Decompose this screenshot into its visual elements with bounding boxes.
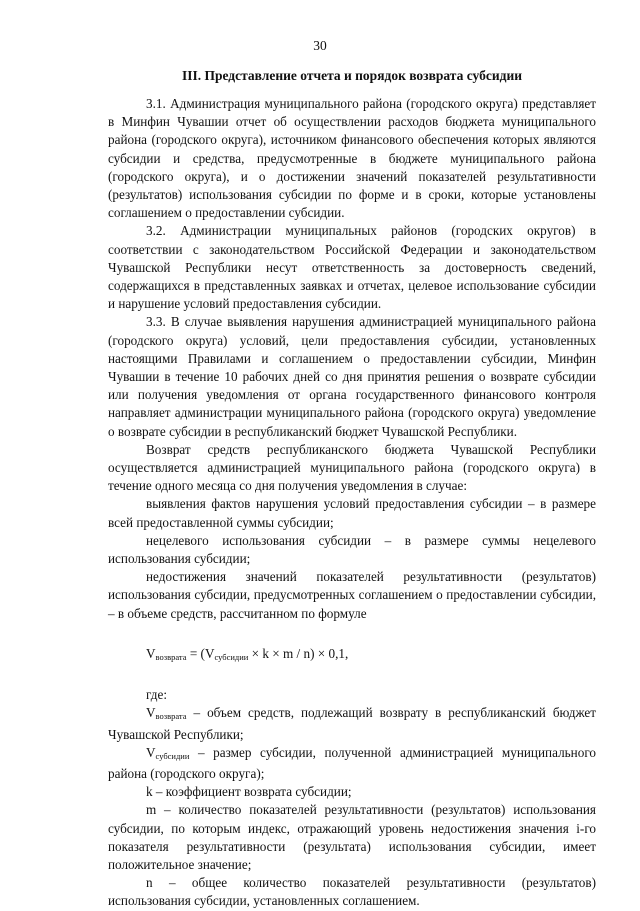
definition-v-return-symbol: V <box>146 705 156 721</box>
paragraph-3-3: 3.3. В случае выявления нарушения администрацией муниципального района (городского округа) условий, цели предоставления субсидии, установленных настоящими Правилами и соглашением о предоставлении субсидии, Минфин Чувашии в течение 10 рабочих дней со дня принятия решения о возврате субсидии или получения уведомления от органа государственного финансового контроля направляет администрации муниципального района (городского округа) уведомление о возврате субсидии в республиканский бюджет Чувашской Республики. <box>108 314 596 439</box>
definition-v-return-subscript: возврата <box>155 711 187 722</box>
paragraph-3-2: 3.2. Администрации муниципальных районов (городских округов) в соответствии с законодательством Российской Федерации и законодательством Чувашской Республики несут ответственность за достоверность сведений, содержащихся в представленных заявках и отчетах, целевое использование субсидии и нарушение условий предоставления субсидии. <box>108 223 596 312</box>
paragraph-misuse-case: нецелевого использования субсидии – в размере суммы нецелевого использования субсидии; <box>108 532 596 567</box>
definition-v-subsidy-text: – размер субсидии, полученной администрацией муниципального района (городского округа); <box>108 744 596 781</box>
definition-k: k – коэффициент возврата субсидии; <box>146 784 352 800</box>
paragraph-3-1: 3.1. Администрация муниципального района (городского округа) представляет в Минфин Чувашии отчет об осуществлении расходов бюджета муниципального района (городского округа), источником финансового обеспечения которых являются субсидии и средства, предусмотренные в бюджете муниципального района (городского округа), и о достижении значений показателей результативности (результатов) использования субсидии по форме и в сроки, которые установлены соглашением о предоставлении субсидии. <box>108 96 596 221</box>
definition-v-subsidy <box>108 744 596 783</box>
paragraph-return-conditions: Возврат средств республиканского бюджета Чувашской Республики осуществляется администрацией муниципального района (городского округа) в течение одного месяца со дня получения уведомления в случае: <box>108 441 596 494</box>
formula-rest: × k × m / n) × 0,1, <box>248 645 349 661</box>
definition-v-return-text: – объем средств, подлежащий возврату в республиканский бюджет Чувашской Республики; <box>108 705 596 742</box>
formula-v-subscript: субсидии <box>214 651 249 662</box>
section-title: III. Представление отчета и порядок возврата субсидии <box>181 68 523 83</box>
definition-v-subsidy-symbol: V <box>146 744 156 760</box>
document-body <box>108 95 596 911</box>
paragraph-underachievement-case: недостижения значений показателей результативности (результатов) использования субсидии, предусмотренных соглашением о предоставлении субсидии, – в объеме средств, рассчитанном по формуле <box>108 569 596 621</box>
return-formula <box>108 645 596 666</box>
definition-n: n – общее количество показателей результативности (результатов) использования субсидии, установленных соглашением. <box>108 875 596 909</box>
page-number: 30 <box>313 38 327 53</box>
formula-lhs-subscript: возврата <box>155 651 187 662</box>
definition-v-subsidy-subscript: субсидии <box>155 750 190 761</box>
definition-v-return <box>108 704 596 743</box>
formula-lhs: V <box>146 645 156 661</box>
definition-m: m – количество показателей результативности (результатов) использования субсидии, по которым индекс, отражающий уровень недостижения значения i-го показателя результативности (результата) использования субсидии, имеет положительное значение; <box>108 802 596 872</box>
paragraph-violation-case: выявления фактов нарушения условий предоставления субсидии – в размере всей предоставленной суммы субсидии; <box>108 496 596 530</box>
where-label: где: <box>146 687 167 703</box>
formula-eq: = (V <box>186 645 215 661</box>
